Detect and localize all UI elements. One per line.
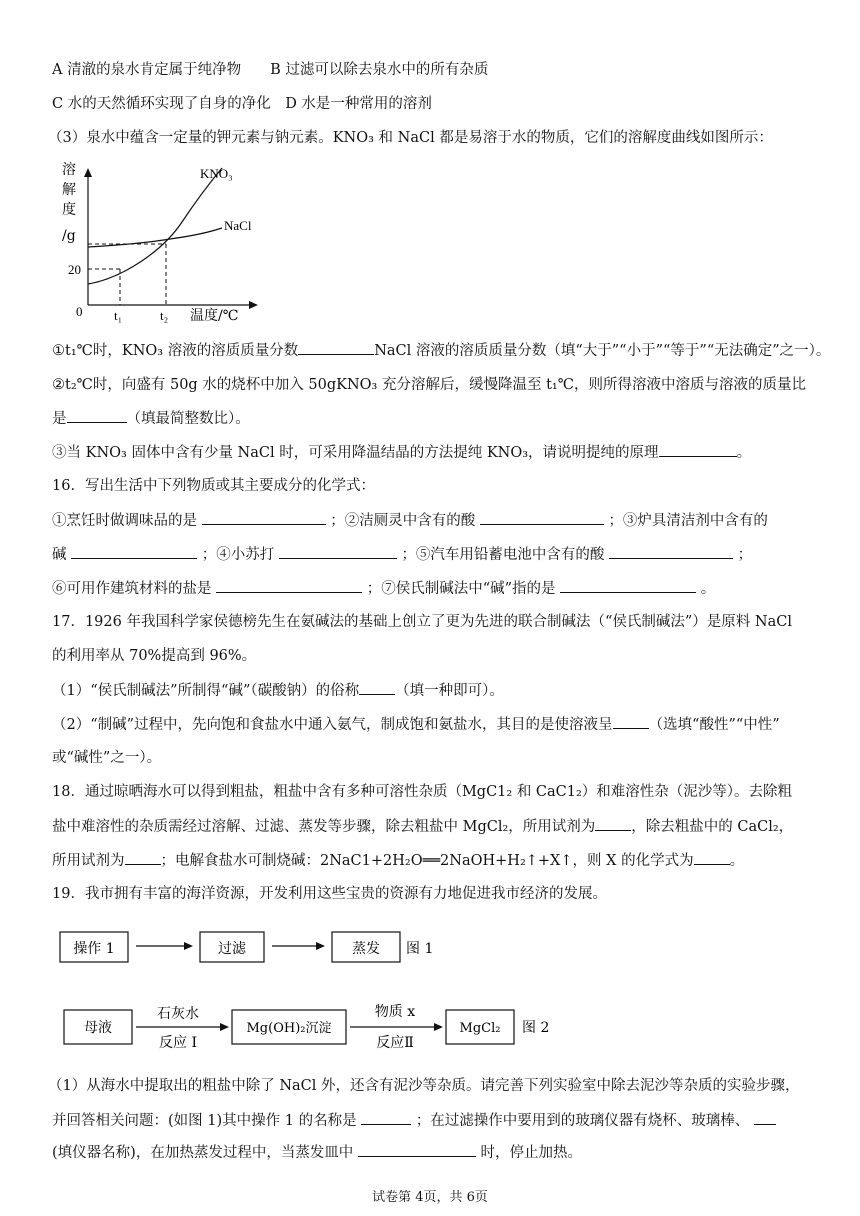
y-axis-arrow — [84, 168, 92, 177]
flow-box-operation-1 — [60, 932, 128, 962]
question-18-line-2: 盐中难溶性的杂质需经过溶解、过滤、蒸发等步骤，除去粗盐中 MgCl₂，所用试剂为 ，除去粗盐中的 CaCl₂， — [52, 816, 793, 837]
question-17-line-3: （1）“侯氏制碱法”所制得“碱”（碳酸钠）的俗称 （填一种即可）。 — [52, 680, 504, 701]
answer-blank[interactable] — [125, 850, 161, 865]
kno3-curve — [88, 168, 222, 284]
answer-blank[interactable] — [67, 408, 127, 423]
question-15-3-intro: （3）泉水中蕴含一定量的钾元素与钠元素。KNO₃ 和 NaCl 都是易溶于水的物质，它们的溶解度曲线如图所示： — [48, 130, 773, 146]
flow-box-label: 操作 1 — [73, 941, 115, 957]
flow-box-filter — [200, 932, 264, 962]
answer-blank[interactable] — [361, 1110, 411, 1125]
question-18-line-3: 所用试剂为 ；电解食盐水可制烧碱：2NaC1+2H₂O══2NaOH+H₂↑+X↑，则 X 的化学式为 。 — [52, 850, 744, 871]
arrow-head — [220, 1023, 229, 1031]
answer-blank[interactable] — [202, 510, 326, 525]
flow-box-label: Mg(OH)₂沉淀 — [246, 1021, 332, 1036]
item-1: ①t₁℃时，KNO₃ 溶液的溶质质量分数 NaCl 溶液的溶质质量分数（填“大于”“小于”“等于”“无法确定”之一）。 — [52, 340, 830, 361]
question-19-title: 19．我市拥有丰富的海洋资源，开发利用这些宝贵的资源有力地促进我市经济的发展。 — [52, 886, 607, 902]
answer-blank[interactable] — [359, 680, 395, 695]
option-c-d: C 水的天然循环实现了自身的净化 D 水是一种常用的溶剂 — [52, 96, 432, 112]
x-axis-label: 温度/℃ — [190, 308, 239, 324]
arrow-head — [434, 1023, 443, 1031]
answer-blank[interactable] — [216, 578, 362, 593]
question-17-line-1: 17．1926 年我国科学家侯德榜先生在氨碱法的基础上创立了更为先进的联合制碱法（“侯氏制碱法”）是原料 NaCl — [52, 614, 792, 630]
answer-blank[interactable] — [358, 1142, 476, 1157]
origin-label: 0 — [76, 304, 83, 319]
y-label-char: 溶 — [62, 162, 76, 178]
question-17-line-5: 或“碱性”之一）。 — [52, 750, 162, 766]
series-label-kno3: KNO₃ — [200, 166, 233, 181]
question-17-line-4: （2）“制碱”过程中，先向饱和食盐水中通入氨气，制成饱和氨盐水，其目的是使溶液呈 （选填“酸性”“中性” — [52, 714, 780, 735]
y-label-char: /g — [62, 228, 76, 244]
x-tick-label: t₂ — [160, 308, 169, 323]
question-16-line-3: ⑥可用作建筑材料的盐是 ；⑦侯氏制碱法中“碱”指的是 。 — [52, 578, 715, 599]
arrow-head — [316, 942, 325, 950]
x-tick-label: t₁ — [114, 308, 123, 323]
flow-box-label: 蒸发 — [352, 941, 380, 957]
figure-2 — [64, 1003, 549, 1051]
figure-1-label: 图 1 — [406, 941, 434, 957]
flow-box-mgoh2 — [232, 1010, 346, 1044]
answer-blank[interactable] — [480, 510, 604, 525]
flow-box-mgcl2 — [446, 1010, 514, 1044]
reaction-label: 反应Ⅱ — [376, 1035, 414, 1051]
question-16-line-1: ①烹饪时做调味品的是 ；②洁厕灵中含有的酸 ；③炉具清洁剂中含有的 — [52, 510, 768, 531]
flow-box-label: 母液 — [84, 1020, 112, 1036]
answer-blank[interactable] — [694, 850, 730, 865]
series-label-nacl: NaCl — [224, 218, 252, 233]
flow-box-mother-liquor — [64, 1010, 132, 1044]
answer-blank[interactable] — [279, 544, 397, 559]
item-3: ③当 KNO₃ 固体中含有少量 NaCl 时，可采用降温结晶的方法提纯 KNO₃，请说明提纯的原理 。 — [52, 442, 751, 463]
question-16-line-2: 碱 ；④小苏打 ；⑤汽车用铅蓄电池中含有的酸 ； — [52, 544, 752, 565]
item-2-cont: 是 （填最简整数比）。 — [52, 408, 250, 429]
answer-blank[interactable] — [560, 578, 696, 593]
answer-blank[interactable] — [609, 544, 733, 559]
question-19-line-2: 并回答相关问题：(如图 1)其中操作 1 的名称是 ；在过滤操作中要用到的玻璃仪器有烧杯、玻璃棒、 — [52, 1110, 776, 1131]
reaction-label: 反应 I — [159, 1035, 197, 1051]
question-17-line-2: 的利用率从 70%提高到 96%。 — [52, 648, 257, 664]
y-label-char: 度 — [62, 202, 76, 218]
answer-blank[interactable] — [754, 1110, 776, 1125]
flow-box-evaporate — [332, 932, 400, 962]
page-footer: 试卷第 4页，共 6页 — [372, 1190, 488, 1205]
question-16-title: 16．写出生活中下列物质或其主要成分的化学式： — [52, 478, 375, 494]
figure-1 — [60, 932, 433, 962]
flow-box-label: 过滤 — [218, 941, 246, 957]
figure-2-label: 图 2 — [522, 1020, 550, 1036]
flow-box-label: MgCl₂ — [459, 1021, 501, 1036]
answer-blank[interactable] — [613, 714, 649, 729]
item-2: ②t₂℃时，向盛有 50g 水的烧杯中加入 50gKNO₃ 充分溶解后，缓慢降温至 t₁℃，则所得溶液中溶质与溶液的质量比 — [52, 377, 806, 393]
answer-blank[interactable] — [298, 340, 374, 355]
question-18-line-1: 18．通过晾晒海水可以得到粗盐，粗盐中含有多种可溶性杂质（MgC1₂ 和 CaC1₂）和难溶性杂（泥沙等）。去除粗 — [52, 784, 793, 800]
y-label-char: 解 — [62, 182, 76, 198]
answer-blank[interactable] — [659, 442, 737, 457]
question-19-line-3: (填仪器名称)，在加热蒸发过程中，当蒸发皿中 时，停止加热。 — [52, 1142, 582, 1163]
answer-blank[interactable] — [595, 816, 631, 831]
option-a-b: A 清澈的泉水肯定属于纯净物 B 过滤可以除去泉水中的所有杂质 — [52, 62, 489, 78]
arrow-head — [184, 942, 193, 950]
reagent-label: 物质 x — [374, 1004, 416, 1020]
solubility-chart — [52, 160, 282, 330]
x-axis-arrow — [249, 301, 258, 309]
reagent-label: 石灰水 — [157, 1006, 199, 1022]
y-tick-label: 20 — [68, 262, 81, 277]
answer-blank[interactable] — [71, 544, 197, 559]
question-19-line-1: （1）从海水中提取出的粗盐中除了 NaCl 外，还含有泥沙等杂质。请完善下列实验室中除去泥沙等杂质的实验步骤， — [48, 1078, 800, 1094]
